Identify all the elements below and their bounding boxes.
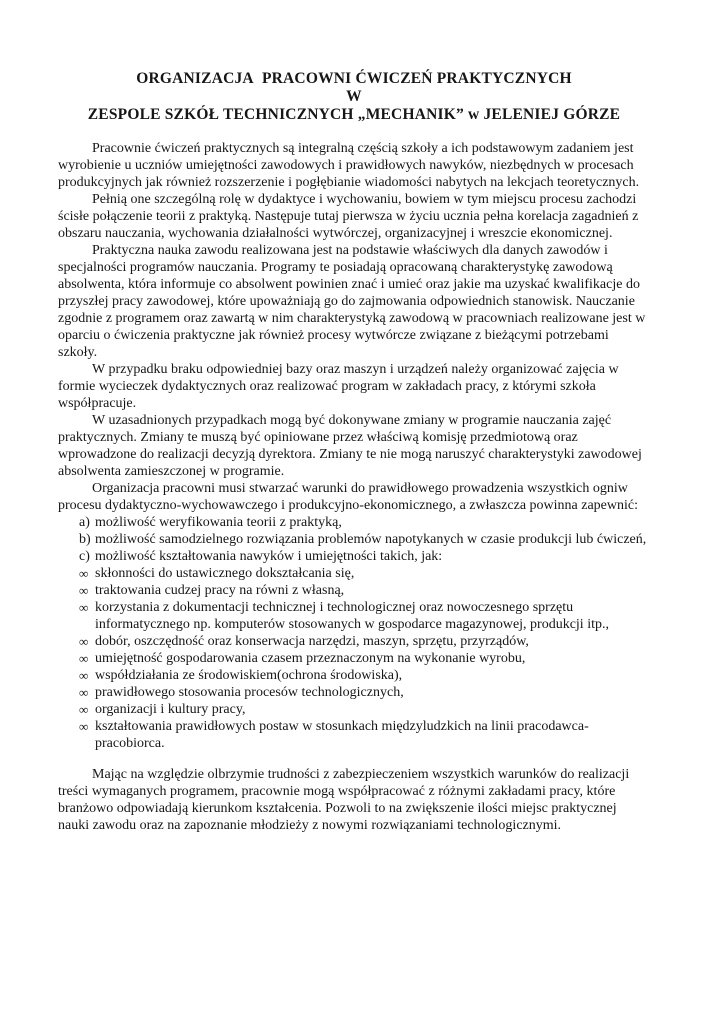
title-line-3: ZESPOLE SZKÓŁ TECHNICZNYCH „MECHANIK” w JELENIEJ GÓRZE	[87, 106, 621, 123]
bullet-item-text: kształtowania prawidłowych postaw w stosunkach międzyludzkich na linii pracodawca-pracobiorca.	[95, 719, 589, 751]
bullet-item-text: organizacji i kultury pracy,	[95, 702, 246, 717]
title-line-1: ORGANIZACJA PRACOWNI ĆWICZEŃ PRAKTYCZNYCH	[136, 70, 572, 87]
bullet-item-text: skłonności do ustawicznego dokształcania się,	[95, 566, 355, 581]
infinity-bullet-icon: ∞	[79, 583, 89, 598]
infinity-bullet-icon: ∞	[79, 600, 89, 615]
closing-paragraph: Mając na względzie olbrzymie trudności z zabezpieczeniem wszystkich warunków do realizacji treści wymaganych programem, pracownie mogą współpracować z różnymi zakładami pracy, które branżowo odpowiadają kierunkom kształcenia. Pozwoli to na zwiększenie ilości miejsc praktycznej nauki zawodu oraz na zapoznanie młodzieży z nowymi rozwiązaniami technologicznymi.	[58, 767, 630, 833]
lettered-item-b	[58, 531, 650, 548]
bullet-item	[58, 718, 650, 752]
bullet-item-text: umiejętność gospodarowania czasem przeznaczonym na wykonanie wyrobu,	[95, 651, 526, 666]
lettered-item-text: możliwość weryfikowania teorii z praktyką,	[95, 515, 342, 530]
infinity-bullet-icon: ∞	[79, 651, 89, 666]
paragraph-3: Praktyczna nauka zawodu realizowana jest na podstawie właściwych dla danych zawodów i specjalności programów nauczania. Programy te posiadają opracowaną charakterystykę zawodową absolwenta, która informuje co absolwent powinien znać i umieć oraz jakie ma uzyskać kwalifikacje do przyszłej pracy zawodowej, które upoważniają go do zajmowania odpowiednich stanowisk. Nauczanie zgodnie z programem oraz zawartą w nim charakterystyką zawodową w pracowniach realizowane jest w oparciu o ćwiczenia praktyczne jak również procesy wytwórcze związane z bieżącymi potrzebami szkoły.	[58, 243, 646, 360]
infinity-bullet-icon: ∞	[79, 685, 89, 700]
bullet-item	[58, 667, 650, 684]
list-marker-c: c)	[79, 549, 90, 564]
paragraph-6: Organizacja pracowni musi stwarzać warunki do prawidłowego prowadzenia wszystkich ogniw procesu dydaktyczno-wychowawczego i produkcyjno-ekonomicznego, a zwłaszcza powinna zapewnić:	[58, 481, 638, 513]
infinity-bullet-icon: ∞	[79, 702, 89, 717]
list-marker-a: a)	[79, 515, 90, 530]
infinity-bullet-icon: ∞	[79, 566, 89, 581]
bullet-item	[58, 650, 650, 667]
bullet-item	[58, 582, 650, 599]
paragraph-1: Pracownie ćwiczeń praktycznych są integralną częścią szkoły a ich podstawowym zadaniem jest wyrobienie u uczniów umiejętności zawodowych i prawidłowych nawyków, niezbędnych w procesach produkcyjnych jak również rozszerzenie i pogłębianie wiadomości nabytych na lekcjach teoretycznych.	[58, 141, 640, 190]
bullet-item-text: korzystania z dokumentacji technicznej i technologicznej oraz nowoczesnego sprzętu informatycznego np. komputerów stosowanych w gospodarce magazynowej, produkcji itp.,	[95, 600, 609, 632]
bullet-item-text: traktowania cudzej pracy na równi z własną,	[95, 583, 345, 598]
title-line-2: W	[346, 88, 362, 105]
bullet-item-text: współdziałania ze środowiskiem(ochrona środowiska),	[95, 668, 403, 683]
lettered-item-a	[58, 514, 650, 531]
bullet-item	[58, 633, 650, 650]
paragraph-4: W przypadku braku odpowiedniej bazy oraz maszyn i urządzeń należy organizować zajęcia w formie wycieczek dydaktycznych oraz realizować program w zakładach pracy, z którymi szkoła współpracuje.	[58, 362, 619, 411]
bullet-item-text: prawidłowego stosowania procesów technologicznych,	[95, 685, 404, 700]
bullet-item	[58, 599, 650, 633]
infinity-bullet-icon: ∞	[79, 668, 89, 683]
infinity-bullet-icon: ∞	[79, 634, 89, 649]
bullet-item	[58, 684, 650, 701]
bullet-item	[58, 701, 650, 718]
document-body	[58, 140, 650, 834]
lettered-item-text: możliwość kształtowania nawyków i umiejętności takich, jak:	[95, 549, 443, 564]
bullet-item-text: dobór, oszczędność oraz konserwacja narzędzi, maszyn, sprzętu, przyrządów,	[95, 634, 529, 649]
paragraph-2: Pełnią one szczególną rolę w dydaktyce i wychowaniu, bowiem w tym miejscu procesu zachodzi ścisłe połączenie teorii z praktyką. Następuje tutaj pierwsza w życiu ucznia pełna korelacja zagadnień z obszaru nauczania, wychowania działalności wytwórczej, organizacyjnej i wreszcie ekonomicznej.	[58, 192, 639, 241]
bullet-item	[58, 565, 650, 582]
paragraph-5: W uzasadnionych przypadkach mogą być dokonywane zmiany w programie nauczania zajęć praktycznych. Zmiany te muszą być opiniowane przez właściwą komisję przedmiotową oraz wprowadzone do realizacji decyzją dyrektora. Zmiany te nie mogą naruszyć charakterystyki zawodowej absolwenta zamieszczonej w programie.	[58, 413, 642, 479]
lettered-item-text: możliwość samodzielnego rozwiązania problemów napotykanych w czasie produkcji lub ćwiczeń,	[95, 532, 647, 547]
infinity-bullet-icon: ∞	[79, 719, 89, 734]
lettered-item-c	[58, 548, 650, 565]
list-marker-b: b)	[79, 532, 91, 547]
document-title	[58, 70, 650, 124]
